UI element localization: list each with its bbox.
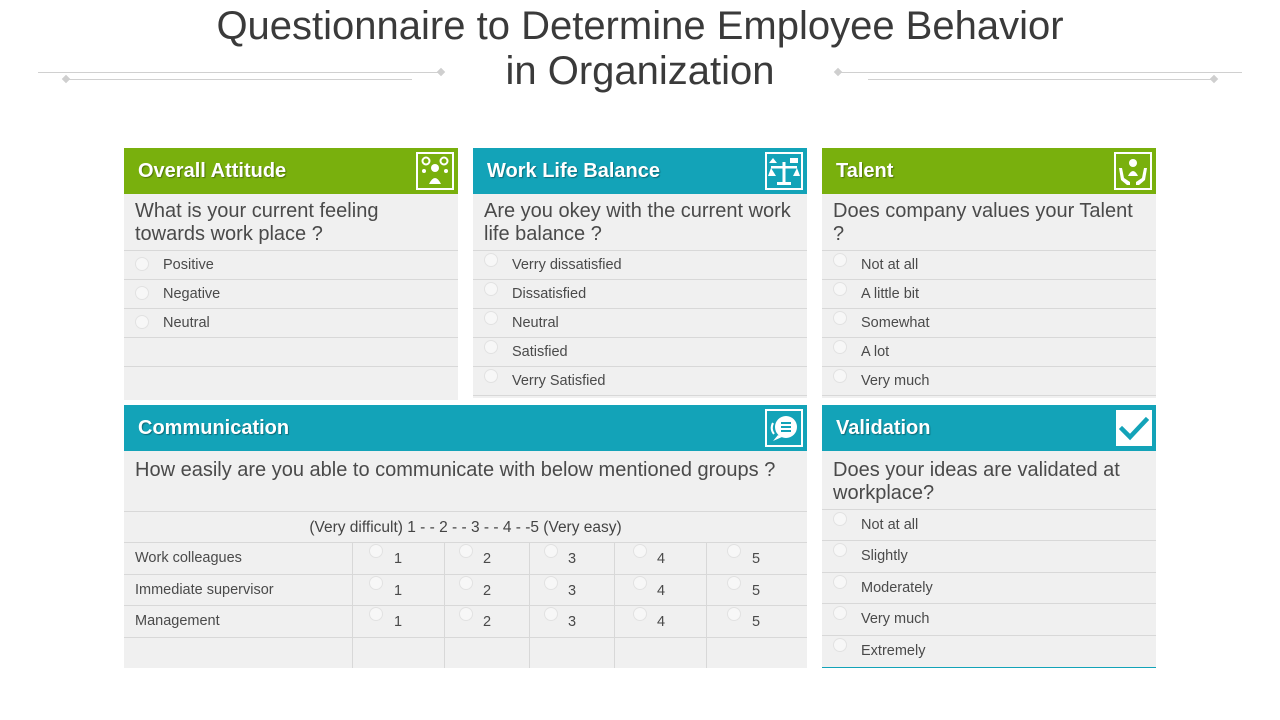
radio-button[interactable] — [484, 369, 498, 383]
radio-button[interactable] — [484, 282, 498, 296]
radio-button[interactable] — [833, 369, 847, 383]
option-very-much[interactable] — [822, 367, 1156, 396]
page-title-line1: Questionnaire to Determine Employee Behavior — [216, 4, 1064, 48]
radio-button[interactable] — [369, 576, 383, 590]
rating-number: 1 — [394, 551, 403, 567]
talent-header — [822, 148, 1156, 194]
empty-cell — [353, 638, 445, 668]
table-row — [124, 543, 807, 575]
empty-cell — [707, 638, 807, 668]
option-extremely[interactable] — [822, 636, 1156, 667]
option-label: A lot — [861, 344, 890, 360]
communication-header — [124, 405, 807, 451]
radio-button[interactable] — [833, 282, 847, 296]
option-dissatisfied[interactable] — [473, 280, 807, 309]
option-moderately[interactable] — [822, 573, 1156, 605]
radio-button[interactable] — [633, 576, 647, 590]
option-somewhat[interactable] — [822, 309, 1156, 338]
option-label: Neutral — [163, 315, 210, 331]
option-label: Satisfied — [512, 344, 568, 360]
rating-number: 3 — [568, 551, 577, 567]
communication-card — [124, 405, 807, 668]
decorative-line-left-inner — [66, 79, 412, 80]
radio-button[interactable] — [459, 576, 473, 590]
radio-button[interactable] — [833, 253, 847, 267]
row-label: Management — [124, 606, 353, 637]
rating-cell[interactable] — [707, 575, 807, 606]
overall-attitude-card — [124, 148, 458, 400]
option-a-lot[interactable] — [822, 338, 1156, 367]
rating-cell[interactable] — [530, 543, 615, 574]
rating-cell[interactable] — [353, 575, 445, 606]
table-row — [124, 575, 807, 607]
rating-number: 2 — [483, 614, 492, 630]
rating-cell[interactable] — [707, 543, 807, 574]
communication-question: How easily are you able to communicate with below mentioned groups ? — [124, 451, 807, 512]
option-not-at-all[interactable] — [822, 251, 1156, 280]
overall-attitude-header — [124, 148, 458, 194]
radio-button[interactable] — [544, 576, 558, 590]
radio-button[interactable] — [833, 340, 847, 354]
people-network-icon — [416, 152, 454, 190]
option-label: Verry Satisfied — [512, 373, 606, 389]
empty-cell — [615, 638, 707, 668]
validation-card — [822, 405, 1156, 668]
rating-number: 5 — [752, 614, 761, 630]
radio-button[interactable] — [459, 544, 473, 558]
option-label: Not at all — [861, 517, 919, 533]
radio-button[interactable] — [484, 311, 498, 325]
option-label: Moderately — [861, 579, 933, 596]
rating-cell[interactable] — [353, 606, 445, 637]
option-label: Very much — [861, 611, 930, 627]
validation-header — [822, 405, 1156, 451]
rating-cell[interactable] — [445, 543, 530, 574]
radio-button[interactable] — [633, 607, 647, 621]
radio-button[interactable] — [369, 607, 383, 621]
rating-cell[interactable] — [353, 543, 445, 574]
rating-number: 5 — [752, 582, 761, 599]
rating-number: 1 — [394, 582, 403, 599]
work-life-balance-card — [473, 148, 807, 398]
rating-cell[interactable] — [530, 575, 615, 606]
empty-cell — [124, 638, 353, 668]
validation-question: Does your ideas are validated at workplace? — [822, 451, 1156, 510]
rating-number: 4 — [657, 551, 666, 567]
option-label: Somewhat — [861, 315, 930, 331]
radio-button[interactable] — [727, 607, 741, 621]
rating-cell[interactable] — [615, 543, 707, 574]
radio-button[interactable] — [833, 575, 847, 589]
option-verry-satisfied[interactable] — [473, 367, 807, 396]
radio-button[interactable] — [484, 340, 498, 354]
option-verry-dissatisfied[interactable] — [473, 251, 807, 280]
radio-button[interactable] — [833, 512, 847, 526]
option-label: Dissatisfied — [512, 286, 587, 302]
empty-cell — [445, 638, 530, 668]
option-label: Not at all — [861, 257, 919, 273]
work-life-balance-header — [473, 148, 807, 194]
hands-person-icon — [1114, 152, 1152, 190]
communication-title: Communication — [138, 417, 290, 439]
option-neutral[interactable] — [124, 309, 458, 338]
radio-button[interactable] — [544, 607, 558, 621]
page-title-line2: in Organization — [505, 49, 775, 93]
rating-cell[interactable] — [445, 606, 530, 637]
chat-bubble-icon — [765, 409, 803, 447]
talent-question: Does company values your Talent ? — [822, 194, 1156, 251]
page-title — [0, 4, 1280, 94]
radio-button[interactable] — [135, 286, 149, 300]
radio-button[interactable] — [369, 544, 383, 558]
option-a-little-bit[interactable] — [822, 280, 1156, 309]
rating-cell[interactable] — [707, 606, 807, 637]
option-positive[interactable] — [124, 251, 458, 280]
option-satisfied[interactable] — [473, 338, 807, 367]
communication-scale: (Very difficult) 1 - - 2 - - 3 - - 4 - -5 (Very easy) — [124, 512, 807, 543]
rating-cell[interactable] — [530, 606, 615, 637]
option-label: Neutral — [512, 315, 559, 331]
option-label: A little bit — [861, 286, 920, 302]
radio-button[interactable] — [833, 638, 847, 652]
talent-title: Talent — [836, 160, 894, 182]
option-label: Very much — [861, 373, 930, 389]
option-not-at-all[interactable] — [822, 510, 1156, 541]
option-slightly[interactable] — [822, 541, 1156, 573]
rating-number: 5 — [752, 551, 761, 567]
radio-button[interactable] — [544, 544, 558, 558]
rating-cell[interactable] — [615, 575, 707, 606]
radio-button[interactable] — [833, 543, 847, 557]
work-life-balance-question: Are you okey with the current work life balance ? — [473, 194, 807, 251]
radio-button[interactable] — [135, 315, 149, 329]
rating-number: 4 — [657, 582, 666, 599]
empty-table-row — [124, 638, 807, 668]
row-label: Work colleagues — [124, 543, 353, 574]
rating-cell[interactable] — [445, 575, 530, 606]
option-negative[interactable] — [124, 280, 458, 309]
decorative-line-right — [838, 72, 1242, 73]
overall-attitude-question: What is your current feeling towards work place ? — [124, 194, 458, 251]
rating-number: 1 — [394, 614, 403, 630]
option-label: Verry dissatisfied — [512, 257, 622, 273]
radio-button[interactable] — [833, 311, 847, 325]
balance-scale-icon — [765, 152, 803, 190]
option-label: Extremely — [861, 642, 926, 659]
talent-card — [822, 148, 1156, 398]
radio-button[interactable] — [484, 253, 498, 267]
rating-number: 3 — [568, 614, 577, 630]
checkmark-icon — [1116, 410, 1152, 446]
radio-button[interactable] — [727, 576, 741, 590]
validation-title: Validation — [836, 417, 931, 439]
option-very-much[interactable] — [822, 604, 1156, 636]
decorative-line-right-inner — [868, 79, 1214, 80]
empty-row — [124, 338, 458, 367]
option-label: Slightly — [861, 548, 908, 564]
option-neutral[interactable] — [473, 309, 807, 338]
option-label: Positive — [163, 257, 214, 273]
decorative-line-left — [38, 72, 442, 73]
row-label: Immediate supervisor — [124, 575, 353, 606]
radio-button[interactable] — [135, 257, 149, 271]
radio-button[interactable] — [459, 607, 473, 621]
option-label: Negative — [163, 286, 221, 302]
radio-button[interactable] — [633, 544, 647, 558]
rating-number: 2 — [483, 551, 492, 567]
empty-cell — [530, 638, 615, 668]
radio-button[interactable] — [833, 606, 847, 620]
overall-attitude-title: Overall Attitude — [138, 160, 287, 182]
rating-number: 2 — [483, 582, 492, 599]
rating-number: 4 — [657, 614, 666, 630]
rating-cell[interactable] — [615, 606, 707, 637]
rating-number: 3 — [568, 582, 577, 599]
table-row — [124, 606, 807, 638]
work-life-balance-title: Work Life Balance — [487, 160, 661, 182]
radio-button[interactable] — [727, 544, 741, 558]
